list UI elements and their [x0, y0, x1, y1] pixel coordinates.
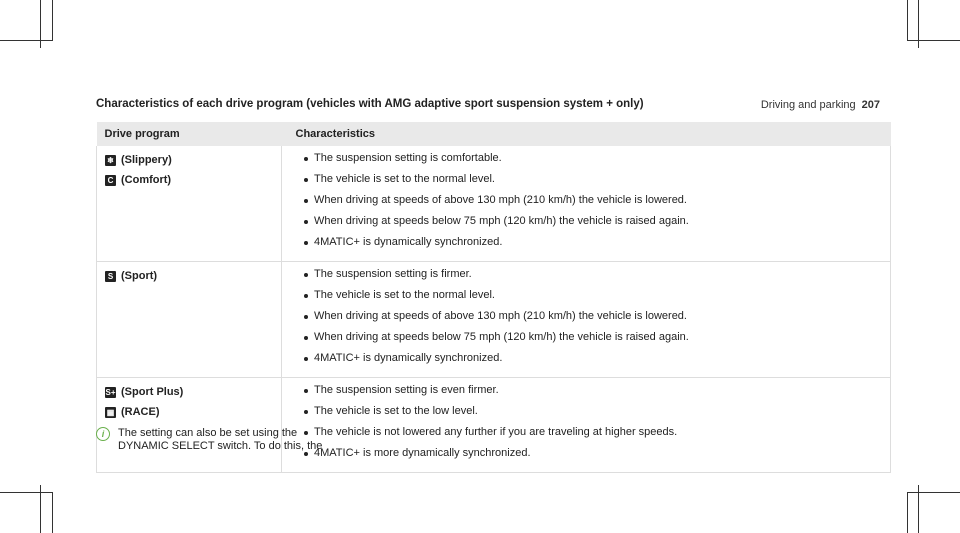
note-line: DYNAMIC SELECT switch. To do this, the	[118, 440, 323, 452]
list-item: The vehicle is not lowered any further if you are traveling at higher speeds.	[304, 426, 890, 439]
drive-program-table	[96, 122, 891, 473]
characteristics-cell	[282, 378, 891, 473]
list-item: The suspension setting is firmer.	[304, 268, 890, 281]
section-title: Driving and parking	[760, 99, 856, 111]
sport-plus-icon: S+	[105, 387, 116, 397]
list-item: The vehicle is set to the low level.	[304, 405, 890, 418]
drive-mode-label: (Sport Plus)	[121, 386, 184, 398]
characteristics-cell	[282, 146, 891, 262]
table-row	[97, 146, 891, 262]
list-item: The suspension setting is even firmer.	[304, 384, 890, 397]
table-row	[97, 378, 891, 473]
drive-mode	[105, 174, 281, 186]
info-icon: i	[96, 427, 110, 441]
crop-mark	[907, 493, 908, 533]
drive-program-cell	[97, 146, 282, 262]
table-row	[97, 262, 891, 378]
drive-mode	[105, 270, 281, 282]
list-item: The vehicle is set to the normal level.	[304, 173, 890, 186]
characteristics-cell	[282, 262, 891, 378]
drive-mode-label: (Sport)	[121, 270, 158, 282]
info-note	[96, 427, 322, 453]
drive-program-cell	[97, 378, 282, 473]
list-item: 4MATIC+ is more dynamically synchronized.	[304, 447, 890, 460]
drive-mode	[105, 154, 281, 166]
drive-mode-label: (RACE)	[121, 406, 160, 418]
drive-mode	[105, 386, 281, 398]
drive-mode-label: (Comfort)	[121, 174, 172, 186]
list-item: When driving at speeds of above 130 mph (210 km/h) the vehicle is lowered.	[304, 194, 890, 207]
race-flag-icon: ▦	[106, 407, 115, 417]
comfort-c-icon: C	[105, 175, 116, 186]
characteristics-list	[290, 268, 890, 365]
list-item: When driving at speeds below 75 mph (120 km/h) the vehicle is raised again.	[304, 331, 890, 344]
list-item: When driving at speeds below 75 mph (120 km/h) the vehicle is raised again.	[304, 215, 890, 228]
list-item: The suspension setting is comfortable.	[304, 152, 890, 165]
crop-mark	[52, 0, 53, 40]
page-header	[761, 99, 880, 111]
crop-mark	[907, 492, 960, 493]
characteristics-list	[290, 384, 890, 460]
page-number: 207	[861, 99, 880, 111]
list-item: 4MATIC+ is dynamically synchronized.	[304, 236, 890, 249]
snowflake-icon: ❄	[105, 155, 116, 166]
sport-s-icon: S	[105, 271, 116, 282]
crop-mark	[0, 492, 53, 493]
crop-mark	[52, 493, 53, 533]
list-item: When driving at speeds of above 130 mph (210 km/h) the vehicle is lowered.	[304, 310, 890, 323]
list-item: 4MATIC+ is dynamically synchronized.	[304, 352, 890, 365]
drive-mode	[105, 406, 281, 418]
characteristics-list	[290, 152, 890, 249]
crop-mark	[0, 40, 53, 41]
crop-mark	[907, 40, 960, 41]
table-title: Characteristics of each drive program (vehicles with AMG adaptive sport suspension system + only)	[96, 98, 644, 110]
drive-program-cell	[97, 262, 282, 378]
list-item: The vehicle is set to the normal level.	[304, 289, 890, 302]
crop-mark	[907, 0, 908, 40]
column-header-characteristics: Characteristics	[282, 122, 891, 146]
drive-mode-label: (Slippery)	[121, 154, 172, 166]
column-header-drive-program: Drive program	[97, 122, 282, 146]
note-line: The setting can also be set using the	[118, 427, 298, 439]
